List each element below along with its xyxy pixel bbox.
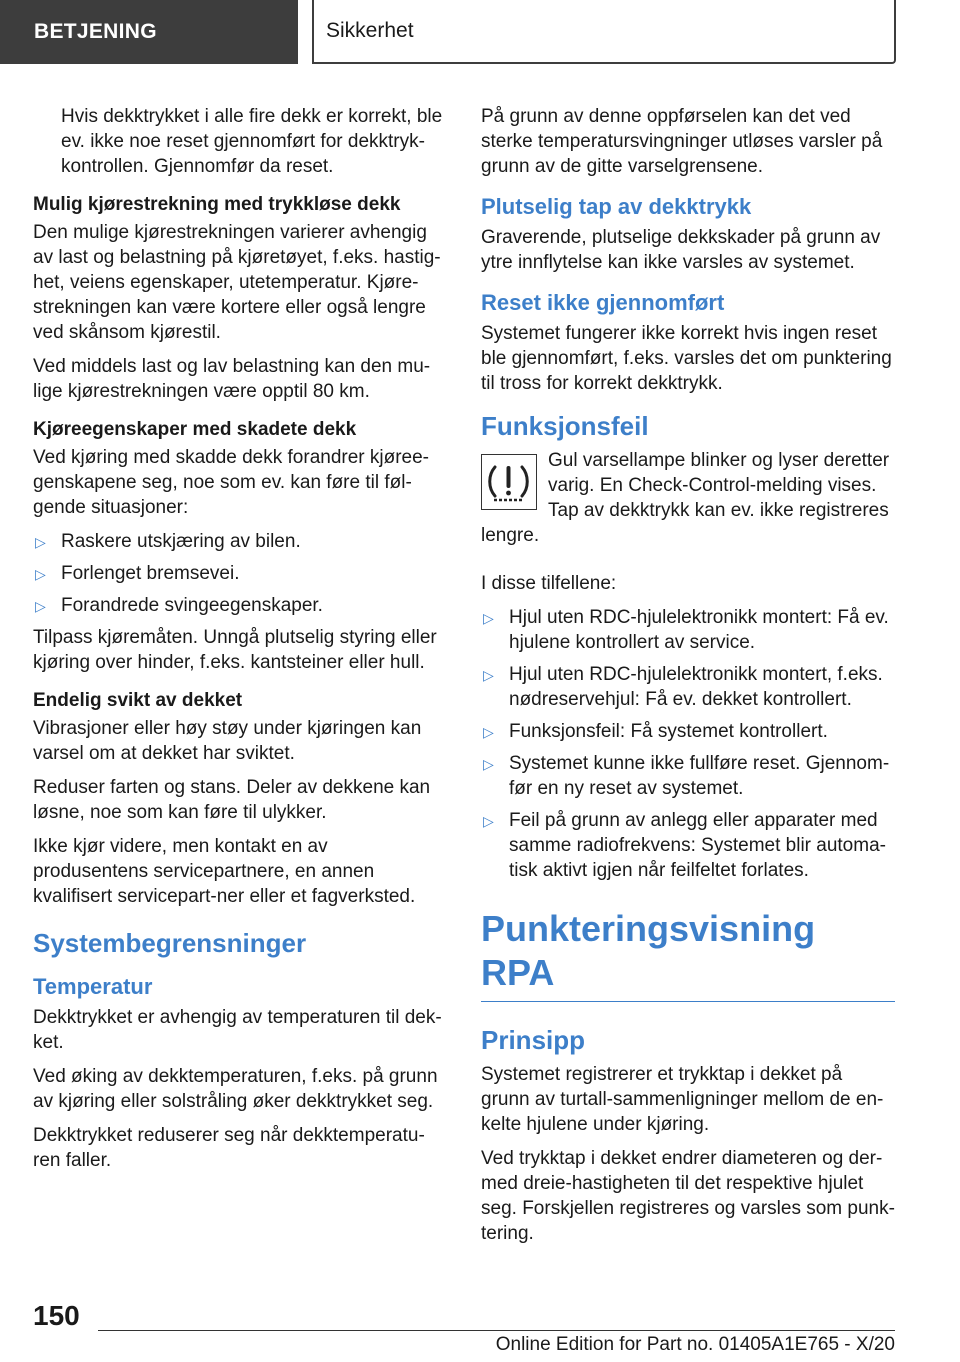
triangle-bullet-icon: ▷ <box>483 667 494 683</box>
paragraph: Ved middels last og lav belastning kan den mu-lige kjørestrekningen være opptil 80 km. <box>33 356 431 402</box>
list-item <box>481 719 895 744</box>
bullet-list-malfunction <box>481 605 895 883</box>
list-item <box>481 662 895 712</box>
tire-pressure-warning-icon <box>481 454 537 510</box>
heading-sudden-loss: Plutselig tap av dekktrykk <box>481 194 752 219</box>
paragraph: Graverende, plutselige dekkskader på grunn av ytre innflytelse kan ikke varsles av systemet. <box>481 227 881 273</box>
right-column <box>481 104 895 1255</box>
paragraph: Reduser farten og stans. Deler av dekkene kan løsne, noe som kan føre til ulykker. <box>33 777 431 823</box>
paragraph: Tilpass kjøremåten. Unngå plutselig styring eller kjøring over hinder, f.eks. kantsteiner eller hull. <box>33 627 437 673</box>
paragraph: Den mulige kjørestrekningen varierer avhengig av last og belastning på kjøretøyet, f.eks. hastig-het, veiens egenskaper, utetemperatur. Kjøre-strekningen kan være kortere eller også lengre ved skånsom kjørestil. <box>33 222 441 343</box>
list-item-text: Raskere utskjæring av bilen. <box>61 531 301 552</box>
heading-temperature: Temperatur <box>33 974 153 999</box>
paragraph: Systemet registrerer et trykktap i dekket på grunn av turtall-sammenligninger mellom de en-kelte hjulene under kjøring. <box>481 1064 884 1135</box>
subheading-range: Mulig kjørestrekning med trykkløse dekk <box>33 194 401 215</box>
footer-edition: Online Edition for Part no. 01405A1E765 - X/20 <box>495 1334 895 1355</box>
reset-note: Hvis dekktrykket i alle fire dekk er korrekt, ble ev. ikke noe reset gjennomført for dekktryk-kontrollen. Gjennomfør da reset. <box>61 106 443 177</box>
triangle-bullet-icon: ▷ <box>483 610 494 626</box>
paragraph: Systemet fungerer ikke korrekt hvis ingen reset ble gjennomført, f.eks. varsles det om punktering til tross for korrekt dekktrykk. <box>481 323 892 394</box>
triangle-bullet-icon: ▷ <box>35 598 46 614</box>
warning-block <box>481 448 895 557</box>
heading-malfunction: Funksjonsfeil <box>481 411 649 441</box>
subheading-handling: Kjøreegenskaper med skadete dekk <box>33 419 357 440</box>
paragraph: Ved kjøring med skadde dekk forandrer kjøree-genskapene seg, noe som ev. kan føre til føl-gende situasjoner: <box>33 447 430 518</box>
warning-text: Gul varsellampe blinker og lyser deretter varig. En Check-Control-melding vises. Tap av dekktrykk kan ev. ikke registreres lengre. <box>481 450 890 546</box>
list-item-text: Forlenget bremsevei. <box>61 563 240 584</box>
paragraph: Vibrasjoner eller høy støy under kjøringen kan varsel om at dekket har sviktet. <box>33 718 422 764</box>
list-item <box>481 808 895 883</box>
header-chapter-label: Sikkerhet <box>326 19 414 42</box>
paragraph: Ved trykktap i dekket endrer diameteren og der-med dreie-hastigheten til det respektive hjulet seg. Forskjellen registreres og varsles som punk-tering. <box>481 1148 895 1244</box>
left-column <box>33 104 447 1182</box>
header-section <box>0 0 298 64</box>
bullet-list-handling <box>33 529 447 618</box>
list-item <box>33 529 447 554</box>
triangle-bullet-icon: ▷ <box>35 566 46 582</box>
heading-reset-not-done: Reset ikke gjennomført <box>481 290 725 315</box>
list-item-text: Forandrede svingeegenskaper. <box>61 595 323 616</box>
heading-rpa: Punkteringsvisning RPA <box>481 907 895 1002</box>
paragraph: I disse tilfellene: <box>481 573 617 594</box>
list-item-text: Funksjonsfeil: Få systemet kontrollert. <box>509 721 828 742</box>
heading-principle: Prinsipp <box>481 1025 586 1055</box>
header-section-label: BETJENING <box>34 20 157 43</box>
paragraph: Ved øking av dekktemperaturen, f.eks. på grunn av kjøring eller solstråling øker dekktrykket seg. <box>33 1066 438 1112</box>
paragraph: Dekktrykket reduserer seg når dekktemperatu-ren faller. <box>33 1125 425 1171</box>
paragraph: Dekktrykket er avhengig av temperaturen til dek-ket. <box>33 1007 442 1053</box>
paragraph: På grunn av denne oppførselen kan det ved sterke temperatursvingninger utløses varsler på grunn av de gitte varselgrensene. <box>481 106 883 177</box>
list-item-text: Systemet kunne ikke fullføre reset. Gjennom-før en ny reset av systemet. <box>509 753 890 799</box>
page-number: 150 <box>33 1300 80 1331</box>
list-item <box>33 561 447 586</box>
subheading-failure: Endelig svikt av dekket <box>33 690 243 711</box>
list-item-text: Feil på grunn av anlegg eller apparater med samme radiofrekvens: Systemet blir automa-tisk aktivt igjen når feilfeltet forlates. <box>509 810 886 881</box>
header-chapter <box>312 0 896 64</box>
paragraph: Ikke kjør videre, men kontakt en av produsentens servicepartnere, en annen kvalifisert servicepart-ner eller et fagverksted. <box>33 836 416 907</box>
list-item <box>481 605 895 655</box>
triangle-bullet-icon: ▷ <box>483 724 494 740</box>
list-item <box>33 593 447 618</box>
triangle-bullet-icon: ▷ <box>483 756 494 772</box>
heading-system-limits: Systembegrensninger <box>33 928 307 958</box>
list-item <box>481 751 895 801</box>
triangle-bullet-icon: ▷ <box>483 813 494 829</box>
list-item-text: Hjul uten RDC-hjulelektronikk montert: Få ev. hjulene kontrollert av service. <box>509 607 889 653</box>
footer-divider <box>98 1330 895 1331</box>
triangle-bullet-icon: ▷ <box>35 534 46 550</box>
list-item-text: Hjul uten RDC-hjulelektronikk montert, f.eks. nødreservehjul: Få ev. dekket kontrollert. <box>509 664 883 710</box>
